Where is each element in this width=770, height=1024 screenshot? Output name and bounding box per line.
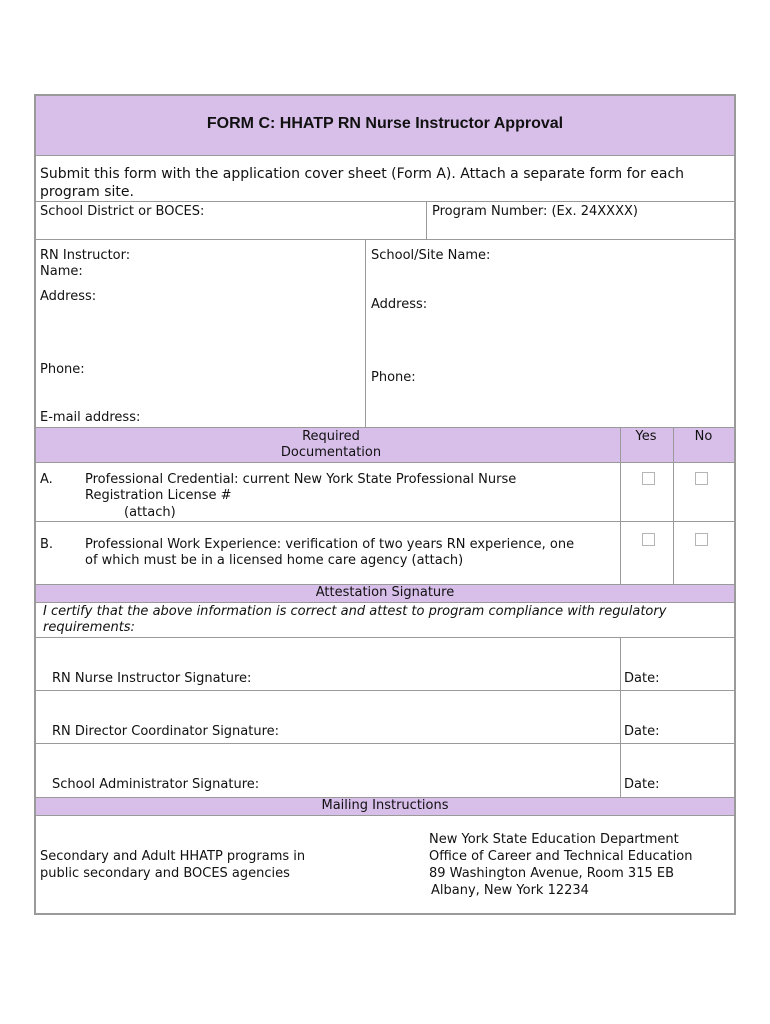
mailing-left-line-2: public secondary and BOCES agencies <box>40 866 290 881</box>
divider <box>36 427 734 428</box>
divider <box>36 602 734 603</box>
director-date-field[interactable]: Date: <box>624 724 660 739</box>
yes-column-header: Yes <box>635 429 657 444</box>
divider <box>426 201 427 239</box>
divider <box>36 637 734 638</box>
divider <box>620 427 621 584</box>
divider <box>36 201 734 202</box>
divider <box>36 155 734 156</box>
divider <box>36 743 734 744</box>
program-number-field[interactable]: Program Number: (Ex. 24XXXX) <box>432 204 638 219</box>
item-a-yes-checkbox[interactable] <box>642 472 655 485</box>
rn-instructor-label: RN Instructor: <box>40 248 131 263</box>
attestation-statement-1: I certify that the above information is correct and attest to program compliance with regulatory <box>43 604 667 619</box>
divider <box>36 239 734 240</box>
item-b-line-2: of which must be in a licensed home care agency (attach) <box>85 553 464 568</box>
form-c-container <box>34 94 736 915</box>
administrator-signature-field[interactable]: School Administrator Signature: <box>52 777 260 792</box>
form-title: FORM C: HHATP RN Nurse Instructor Approval <box>206 115 564 132</box>
administrator-date-field[interactable]: Date: <box>624 777 660 792</box>
item-a-line-3: (attach) <box>124 505 176 520</box>
instructor-name-field[interactable]: Name: <box>40 264 83 279</box>
item-b-line-1: Professional Work Experience: verification of two years RN experience, one <box>85 537 575 552</box>
intro-line-2: program site. <box>40 184 134 200</box>
item-a-line-1: Professional Credential: current New York State Professional Nurse <box>85 472 517 487</box>
item-a-letter: A. <box>40 472 53 487</box>
attestation-title: Attestation Signature <box>315 585 455 600</box>
mailing-title: Mailing Instructions <box>321 798 449 813</box>
school-district-field[interactable]: School District or BOCES: <box>40 204 205 219</box>
required-header-line-2: Documentation <box>280 445 382 460</box>
site-address-field[interactable]: Address: <box>371 297 428 312</box>
divider <box>36 521 734 522</box>
mailing-address-line-1: New York State Education Department <box>429 832 679 847</box>
divider <box>620 637 621 797</box>
item-a-line-2: Registration License # <box>85 488 232 503</box>
divider <box>36 462 734 463</box>
mailing-left-line-1: Secondary and Adult HHATP programs in <box>40 849 306 864</box>
divider <box>365 239 366 427</box>
instructor-date-field[interactable]: Date: <box>624 671 660 686</box>
item-b-letter: B. <box>40 537 54 552</box>
instructor-email-field[interactable]: E-mail address: <box>40 410 141 425</box>
instructor-phone-field[interactable]: Phone: <box>40 362 85 377</box>
item-a-no-checkbox[interactable] <box>695 472 708 485</box>
mailing-address-line-4: Albany, New York 12234 <box>431 883 589 898</box>
intro-line-1: Submit this form with the application cover sheet (Form A). Attach a separate form for each <box>40 166 685 182</box>
instructor-signature-field[interactable]: RN Nurse Instructor Signature: <box>52 671 252 686</box>
divider <box>36 815 734 816</box>
required-header-line-1: Required <box>302 429 360 444</box>
mailing-address-line-2: Office of Career and Technical Education <box>429 849 693 864</box>
instructor-address-field[interactable]: Address: <box>40 289 97 304</box>
divider <box>36 690 734 691</box>
director-signature-field[interactable]: RN Director Coordinator Signature: <box>52 724 280 739</box>
mailing-address-line-3: 89 Washington Avenue, Room 315 EB <box>429 866 674 881</box>
divider <box>673 427 674 584</box>
site-name-field[interactable]: School/Site Name: <box>371 248 491 263</box>
attestation-statement-2: requirements: <box>43 620 135 635</box>
item-b-yes-checkbox[interactable] <box>642 533 655 546</box>
site-phone-field[interactable]: Phone: <box>371 370 416 385</box>
item-b-no-checkbox[interactable] <box>695 533 708 546</box>
no-column-header: No <box>694 429 713 444</box>
